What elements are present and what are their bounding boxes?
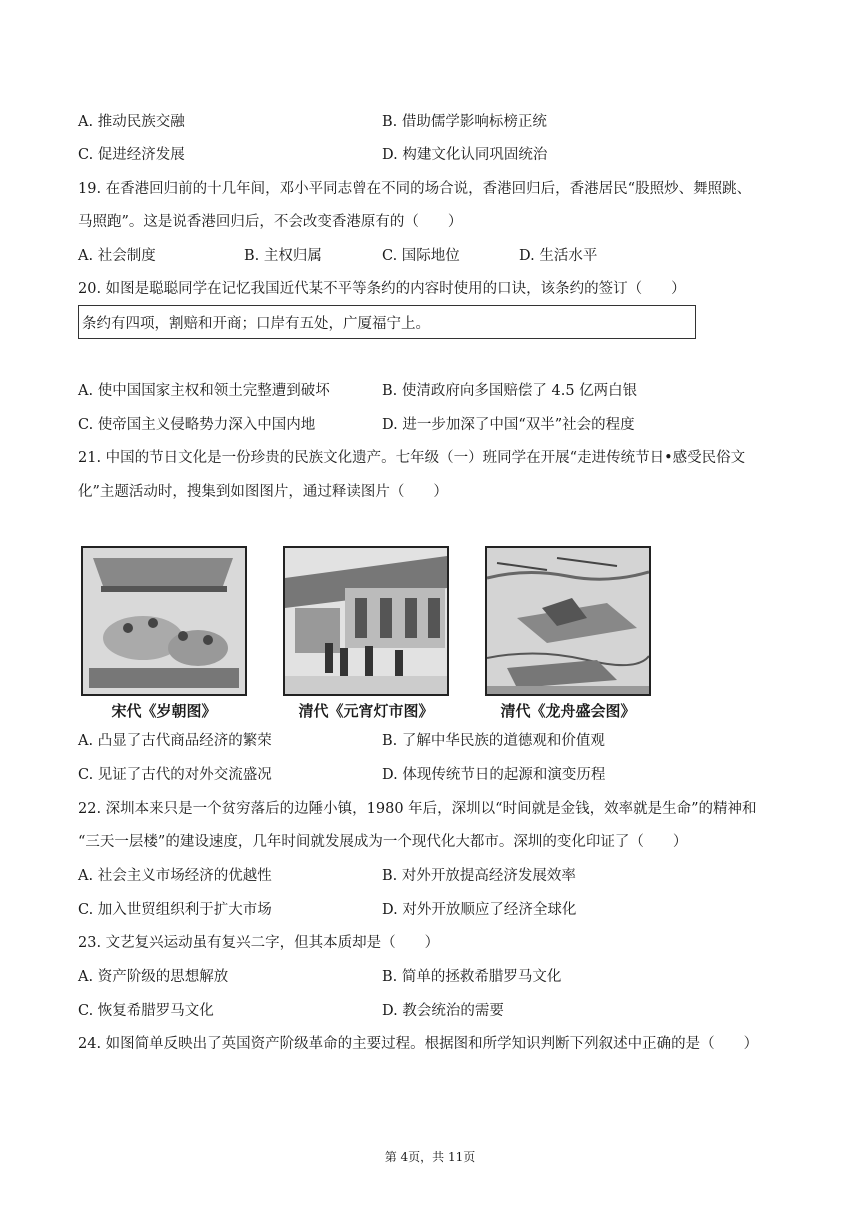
q21-option-c: C. 见证了古代的对外交流盛况: [78, 767, 272, 783]
q23-stem: 23. 文艺复兴运动虽有复兴二字，但其本质却是（ ）: [78, 935, 440, 951]
q21-stem-line1: 21. 中国的节日文化是一份珍贵的民族文化遗产。七年级（一）班同学在开展“走进传统节日•感受民俗文: [78, 450, 746, 466]
q23-option-b: B. 简单的拯救希腊罗马文化: [382, 969, 562, 985]
q23-option-d: D. 教会统治的需要: [382, 1003, 504, 1019]
q19-stem-line2: 马照跑”。这是说香港回归后，不会改变香港原有的（ ）: [78, 214, 463, 230]
q22-option-c: C. 加入世贸组织利于扩大市场: [78, 902, 272, 918]
q24-stem: 24. 如图简单反映出了英国资产阶级革命的主要过程。根据图和所学知识判断下列叙述中正确的是（ ）: [78, 1036, 759, 1052]
page-footer: 第 4页，共 11页: [384, 1150, 476, 1164]
q20-mnemonic-text: 条约有四项，割赔和开商；口岸有五处，广厦福宁上。: [82, 316, 430, 332]
q21-option-d: D. 体现传统节日的起源和演变历程: [382, 767, 606, 783]
q19-option-d: D. 生活水平: [519, 248, 598, 264]
figure-caption-1: 宋代《岁朝图》: [111, 702, 217, 720]
figure-lantern-market-painting: [283, 546, 449, 696]
q22-option-b: B. 对外开放提高经济发展效率: [382, 868, 576, 884]
q21-option-a: A. 凸显了古代商品经济的繁荣: [78, 733, 272, 749]
q21-stem-line2: 化”主题活动时，搜集到如图图片，通过释读图片（ ）: [78, 484, 448, 500]
q18-option-d: D. 构建文化认同巩固统治: [382, 147, 548, 163]
figure-caption-2: 清代《元宵灯市图》: [298, 702, 434, 720]
q19-option-c: C. 国际地位: [382, 248, 460, 264]
q22-option-a: A. 社会主义市场经济的优越性: [78, 868, 272, 884]
q19-option-a: A. 社会制度: [78, 248, 156, 264]
q20-stem: 20. 如图是聪聪同学在记忆我国近代某不平等条约的内容时使用的口诀，该条约的签订（ ）: [78, 281, 686, 297]
q18-option-a: A. 推动民族交融: [78, 114, 185, 130]
figure-dragon-boat-painting: [485, 546, 651, 696]
q23-option-c: C. 恢复希腊罗马文化: [78, 1003, 214, 1019]
figure-suichao-painting: [81, 546, 247, 696]
q20-option-b: B. 使清政府向多国赔偿了 4.5 亿两白银: [382, 383, 638, 399]
q23-option-a: A. 资产阶级的思想解放: [78, 969, 229, 985]
q21-option-b: B. 了解中华民族的道德观和价值观: [382, 733, 605, 749]
q20-option-c: C. 使帝国主义侵略势力深入中国内地: [78, 417, 316, 433]
q18-option-b: B. 借助儒学影响标榜正统: [382, 114, 547, 130]
q20-option-a: A. 使中国国家主权和领土完整遭到破坏: [78, 383, 330, 399]
figure-caption-3: 清代《龙舟盛会图》: [500, 702, 636, 720]
q22-stem-line1: 22. 深圳本来只是一个贫穷落后的边陲小镇，1980 年后，深圳以“时间就是金钱，效率就是生命”的精神和: [78, 801, 757, 817]
q22-option-d: D. 对外开放顺应了经济全球化: [382, 902, 577, 918]
q20-mnemonic-box: [78, 305, 696, 339]
q19-option-b: B. 主权归属: [244, 248, 322, 264]
q22-stem-line2: “三天一层楼”的建设速度，几年时间就发展成为一个现代化大都市。深圳的变化印证了（ ）: [78, 834, 688, 850]
q19-stem-line1: 19. 在香港回归前的十几年间，邓小平同志曾在不同的场合说，香港回归后，香港居民“股照炒、舞照跳、: [78, 181, 752, 197]
q18-option-c: C. 促进经济发展: [78, 147, 185, 163]
q20-option-d: D. 进一步加深了中国“双半”社会的程度: [382, 417, 635, 433]
